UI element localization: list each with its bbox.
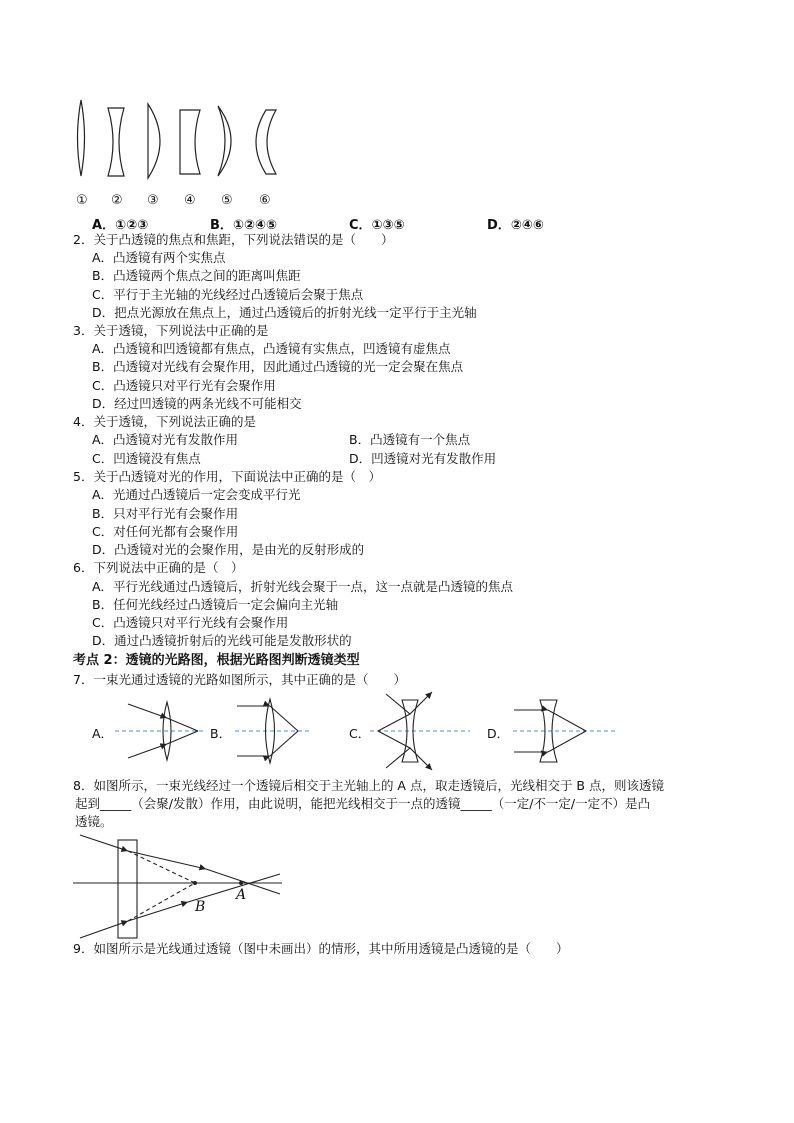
q4-option-c: C．凹透镜没有焦点: [92, 451, 201, 466]
lens-number-4: ④: [184, 193, 196, 208]
q8-dashed-lower: [128, 883, 195, 921]
lens-shapes-figure: [0, 0, 794, 200]
q5-option-a: A．光通过凸透镜后一定会变成平行光: [92, 487, 301, 502]
q2-stem: 2．关于凸透镜的焦点和焦距，下列说法错误的是（ ）: [73, 232, 394, 247]
lens-number-3: ③: [147, 193, 159, 208]
q6-option-c: C．凸透镜只对平行光线有会聚作用: [92, 615, 289, 630]
q1-option-c: C．①③⑤: [349, 218, 405, 233]
lens-5-meniscus-convex: [218, 106, 231, 176]
q7-stem: 7．一束光通过透镜的光路如图所示，其中正确的是（ ）: [73, 672, 406, 687]
q7-ray-diagrams: [0, 690, 794, 770]
q9-stem: 9．如图所示是光线通过透镜（图中未画出）的情形，其中所用透镜是凸透镜的是（ ）: [73, 941, 569, 956]
q7-c-ray-lower: [386, 748, 432, 770]
q8-ray-lower-in: [80, 921, 128, 938]
lens-2-biconcave: [108, 108, 124, 176]
q8-ray-upper-in: [80, 835, 128, 851]
lens-3-planoconvex: [148, 104, 160, 178]
q2-option-a: A．凸透镜有两个实焦点: [92, 250, 226, 265]
q8-line-1: 8．如图所示，一束光线经过一个透镜后相交于主光轴上的 A 点，取走透镜后，光线相交于 B 点，则该透镜: [73, 778, 664, 793]
section-heading: 考点 2：透镜的光路图，根据光路图判断透镜类型: [73, 653, 360, 668]
q3-option-b: B．凸透镜对光线有会聚作用，因此通过凸透镜的光一定会聚在焦点: [92, 359, 464, 374]
q2-option-b: B．凸透镜两个焦点之间的距离叫焦距: [92, 268, 301, 283]
q3-option-a: A．凸透镜和凹透镜都有焦点，凸透镜有实焦点，凹透镜有虚焦点: [92, 341, 451, 356]
q4-option-b: B．凸透镜有一个焦点: [349, 432, 471, 447]
q4-option-a: A．凸透镜对光有发散作用: [92, 432, 239, 447]
q7-label-d: D．: [487, 726, 510, 741]
q6-stem: 6．下列说法中正确的是（ ）: [73, 560, 244, 575]
q8-label-b: B: [195, 899, 206, 915]
q8-ray-upper-out: [128, 851, 280, 894]
q6-option-a: A．平行光线通过凸透镜后，折射光线会聚于一点，这一点就是凸透镜的焦点: [92, 579, 514, 594]
q7-label-c: C．: [349, 726, 371, 741]
q3-option-d: D．经过凹透镜的两条光线不可能相交: [92, 396, 302, 411]
q7-d-ray-upper: [514, 710, 586, 731]
q7-c-ray-upper: [386, 692, 432, 714]
q1-option-d: D．②④⑥: [487, 218, 544, 233]
q8-label-a: A: [236, 887, 247, 903]
lens-number-6: ⑥: [259, 193, 271, 208]
q4-option-d: D．凹透镜对光有发散作用: [349, 451, 497, 466]
q3-stem: 3．关于透镜，下列说法中正确的是: [73, 323, 269, 338]
lens-number-5: ⑤: [221, 193, 233, 208]
lens-1-biconvex: [78, 100, 85, 176]
q2-option-d: D．把点光源放在焦点上，通过凸透镜后的折射光线一定平行于主光轴: [92, 305, 477, 320]
q8-line-2: 起到_____（会聚/发散）作用，由此说明，能把光线相交于一点的透镜_____（一定/不一定/一定不）是凸: [75, 796, 651, 811]
q7-label-b: B．: [210, 726, 232, 741]
q5-stem: 5．关于凸透镜对光的作用，下面说法中正确的是（ ）: [73, 469, 381, 484]
q8-point-a: [239, 881, 243, 885]
q5-option-d: D．凸透镜对光的会聚作用，是由光的反射形成的: [92, 542, 365, 557]
q8-line-3: 透镜。: [75, 814, 113, 829]
q7-label-a: A．: [92, 726, 114, 741]
q6-option-d: D．通过凸透镜折射后的光线可能是发散形状的: [92, 633, 352, 648]
lens-number-1: ①: [76, 193, 88, 208]
lens-number-2: ②: [111, 193, 123, 208]
q4-stem: 4．关于透镜，下列说法正确的是: [73, 414, 256, 429]
q3-option-c: C．凸透镜只对平行光有会聚作用: [92, 378, 276, 393]
lens-4-planoconcave: [180, 110, 200, 174]
q2-option-c: C．平行于主光轴的光线经过凸透镜后会聚于焦点: [92, 287, 364, 302]
q8-point-b: [193, 881, 197, 885]
lens-6-meniscus-concave: [256, 110, 276, 174]
q5-option-c: C．对任何光都有会聚作用: [92, 524, 239, 539]
q1-option-a: A．①②③: [92, 218, 149, 233]
q8-diagram: [0, 830, 794, 950]
q8-dashed-upper: [128, 851, 195, 883]
q5-option-b: B．只对平行光有会聚作用: [92, 506, 239, 521]
q7-d-ray-lower: [514, 731, 586, 752]
q1-option-b: B．①②④⑤: [210, 218, 277, 233]
q6-option-b: B．任何光线经过凸透镜后一定会偏向主光轴: [92, 597, 339, 612]
